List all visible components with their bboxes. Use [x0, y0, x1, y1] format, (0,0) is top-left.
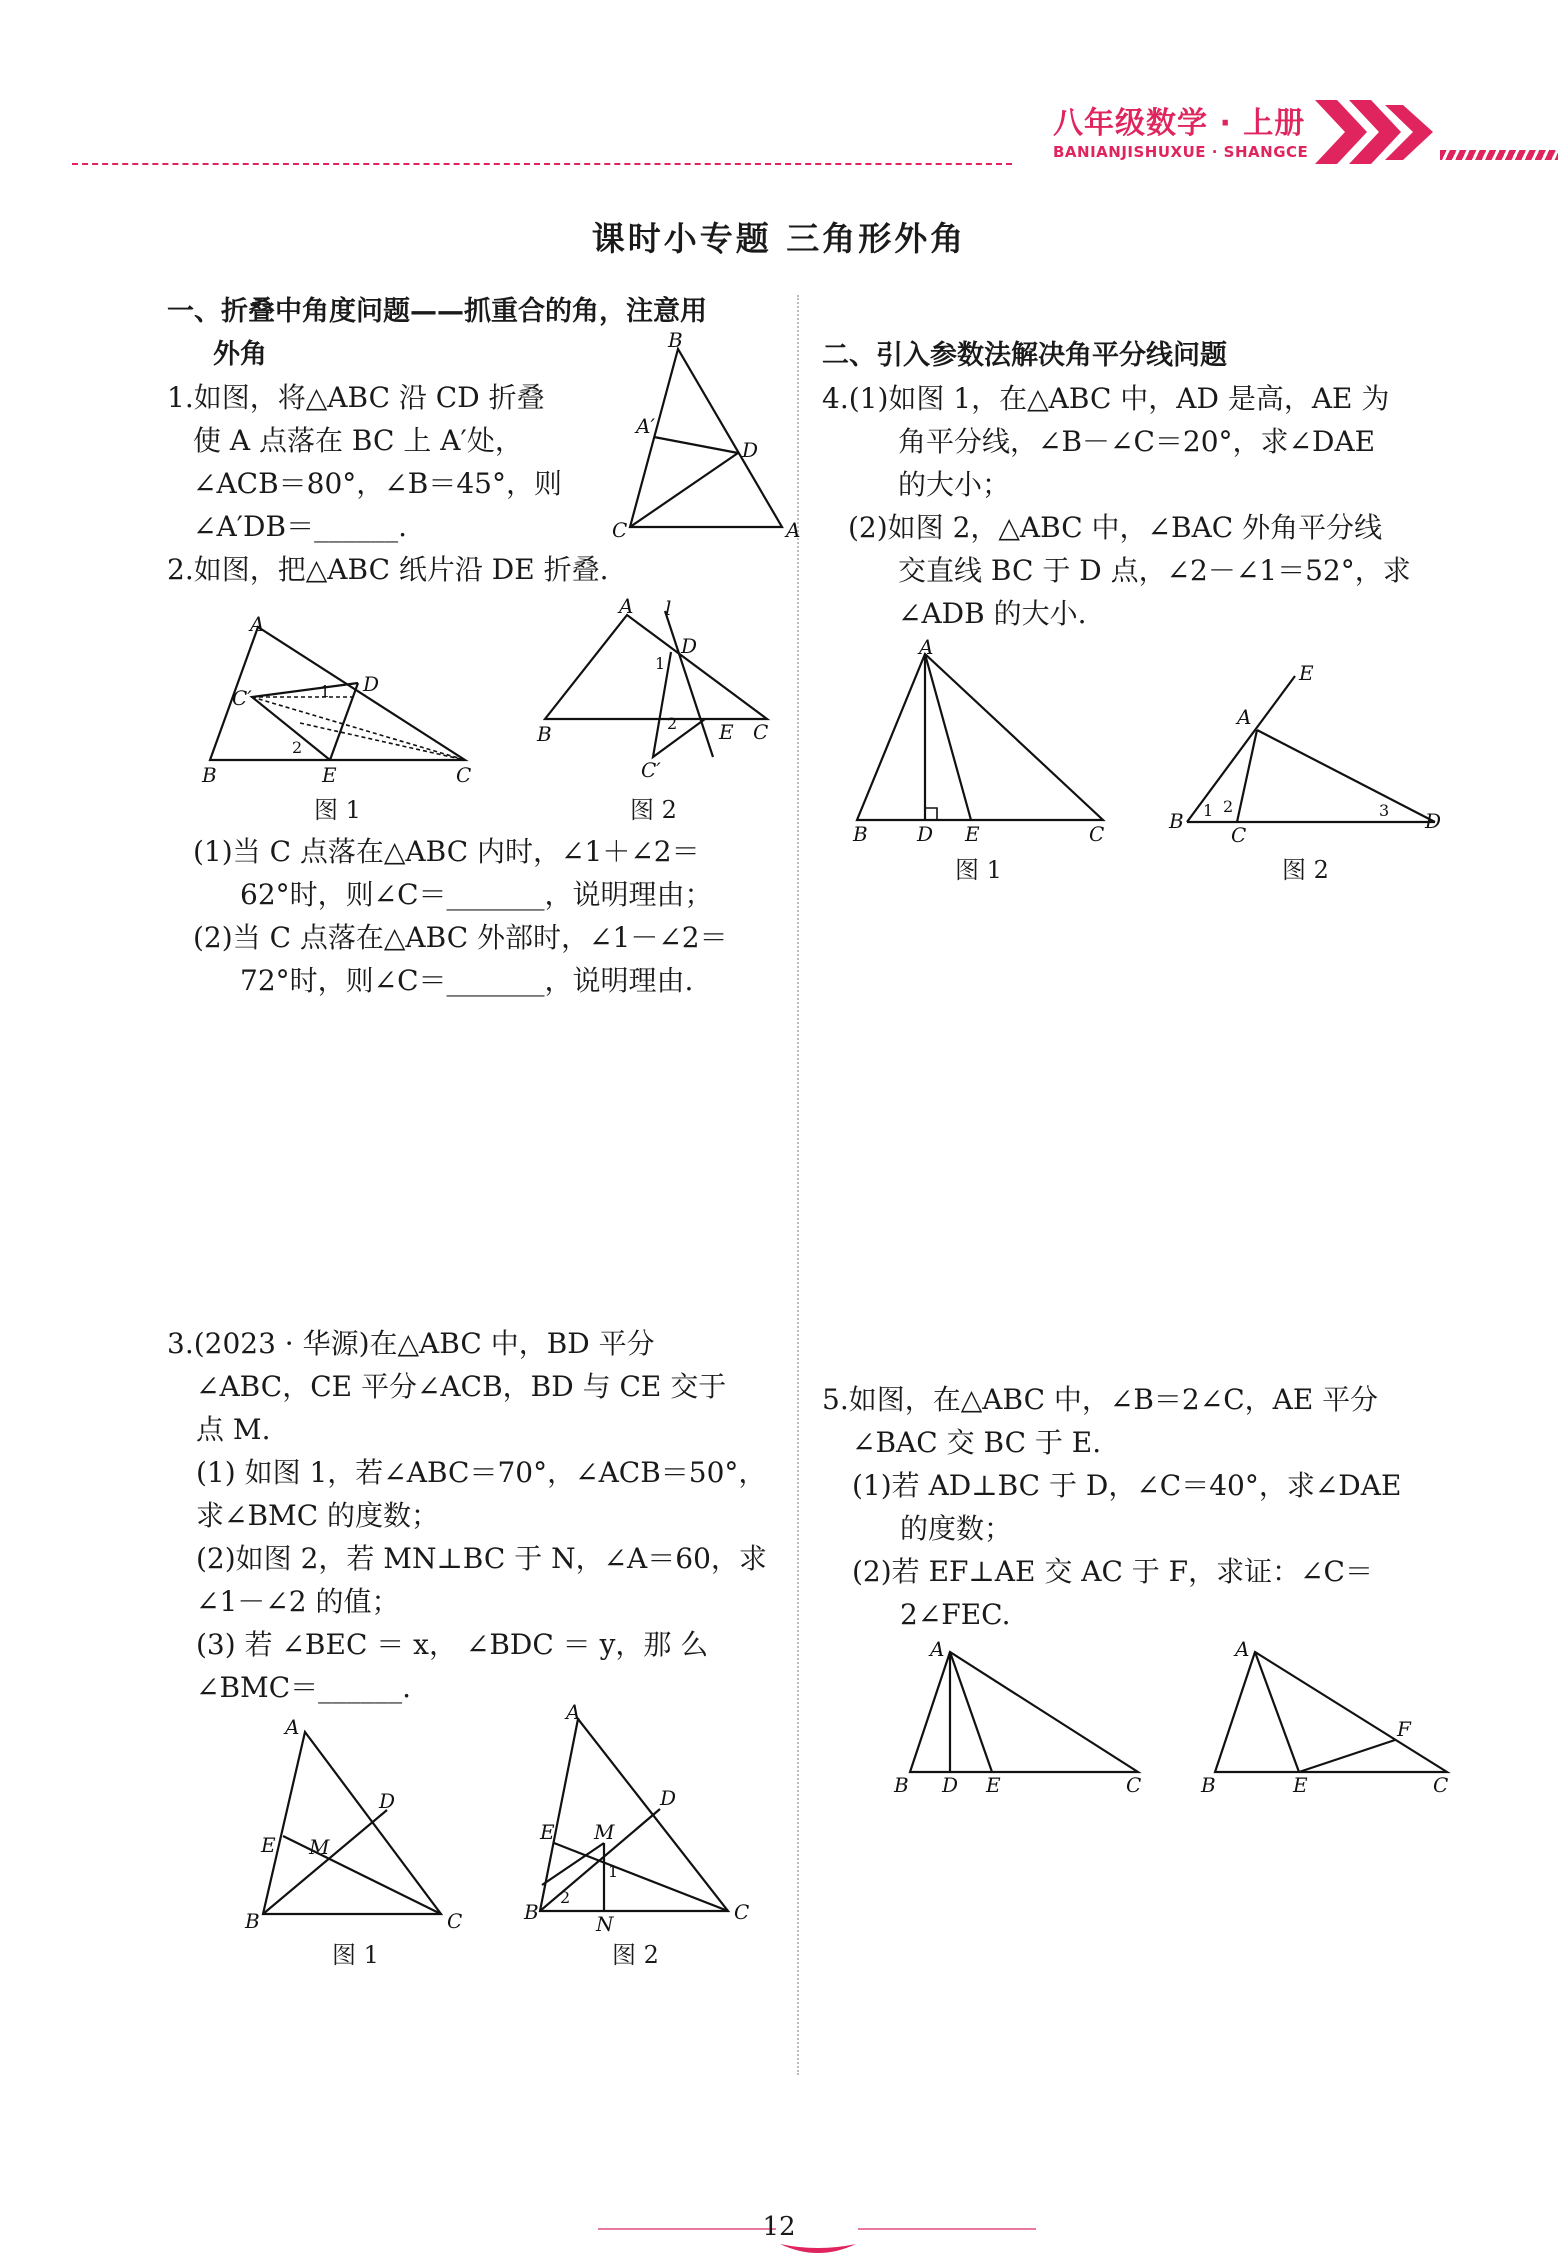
q2-intro: 2.如图，把△ABC 纸片沿 DE 折叠.	[167, 553, 609, 586]
label-E: E	[540, 1820, 555, 1844]
q3-line5: 求∠BMC 的度数；	[196, 1499, 440, 1532]
section1-heading-cont: 外角	[213, 339, 267, 370]
q4-fig2-caption: 图 2	[1282, 856, 1329, 884]
q5-line1: 5.如图，在△ABC 中，∠B＝2∠C，AE 平分	[822, 1383, 1379, 1416]
q1-line1: 1.如图，将△ABC 沿 CD 折叠	[167, 381, 545, 414]
label-D: D	[1425, 809, 1442, 833]
label-C: C	[753, 720, 769, 744]
angle-1-label: 1	[655, 654, 666, 673]
q2-fig1-caption: 图 1	[314, 796, 361, 824]
section2-heading: 二、引入参数法解决角平分线问题	[822, 340, 1227, 371]
label-B: B	[202, 763, 217, 787]
label-N: N	[596, 1912, 614, 1936]
q3-line2: ∠ABC，CE 平分∠ACB，BD 与 CE 交于	[196, 1370, 727, 1403]
q2-part1-line1: (1)当 C 点落在△ABC 内时，∠1＋∠2＝	[193, 835, 700, 868]
label-B: B	[524, 1900, 539, 1924]
q3-line9: ∠BMC＝______.	[196, 1671, 412, 1704]
angle-1-label: 1	[1203, 801, 1214, 820]
q4-line6: ∠ADB 的大小.	[898, 597, 1087, 630]
label-C-prime: C′	[232, 686, 252, 710]
book-subtitle: BANIANJISHUXUE · SHANGCE	[1053, 143, 1309, 161]
q1-line2: 使 A 点落在 BC 上 A′处，	[193, 424, 523, 457]
label-A-prime: A′	[636, 414, 655, 438]
label-C: C	[1433, 1773, 1449, 1797]
label-B: B	[853, 822, 868, 846]
header-divider	[72, 163, 1012, 165]
q4-line3: 的大小；	[898, 468, 1011, 501]
label-C: C	[734, 1900, 750, 1924]
q3-line3: 点 M.	[196, 1413, 271, 1446]
q2-part2-line1: (2)当 C 点落在△ABC 外部时，∠1－∠2＝	[193, 921, 728, 954]
label-E: E	[1293, 1773, 1308, 1797]
q5-line5: (2)若 EF⊥AE 交 AC 于 F，求证：∠C＝	[852, 1555, 1373, 1588]
label-E: E	[322, 763, 337, 787]
q3-figure-1	[245, 1715, 480, 1933]
q5-line4: 的度数；	[900, 1512, 1013, 1545]
label-M: M	[309, 1835, 330, 1859]
q4-line4: (2)如图 2，△ABC 中，∠BAC 外角平分线	[848, 511, 1383, 544]
label-D: D	[917, 822, 934, 846]
q5-figure-1	[890, 1637, 1150, 1800]
column-divider	[797, 295, 799, 2075]
angle-1-label: 1	[608, 1862, 619, 1881]
label-l: l	[665, 596, 672, 620]
label-C: C	[1231, 823, 1247, 847]
label-C: C	[456, 763, 472, 787]
label-E: E	[261, 1833, 276, 1857]
label-D: D	[942, 1773, 959, 1797]
label-B: B	[1201, 1773, 1216, 1797]
q3-line8: (3) 若 ∠BEC ＝ x， ∠BDC ＝ y，那 么	[196, 1628, 709, 1661]
q2-figure-1	[200, 612, 490, 790]
q4-line2: 角平分线，∠B－∠C＝20°，求∠DAE	[898, 425, 1376, 458]
label-A: A	[786, 518, 801, 542]
q3-line7: ∠1－∠2 的值；	[196, 1585, 400, 1618]
q2-fig2-caption: 图 2	[630, 796, 677, 824]
q2-part1-line2: 62°时，则∠C＝_______，说明理由；	[240, 878, 713, 911]
q3-fig2-caption: 图 2	[612, 1941, 659, 1969]
label-D: D	[363, 672, 380, 696]
label-A: A	[1235, 1637, 1250, 1661]
q4-figure-2	[1165, 660, 1455, 845]
section1-heading: 一、折叠中角度问题——抓重合的角，注意用	[167, 296, 707, 327]
book-title: 八年级数学 · 上册	[1053, 106, 1306, 141]
label-E: E	[719, 720, 734, 744]
q1-figure	[600, 328, 801, 550]
header-stripe	[1440, 150, 1558, 160]
q5-line2: ∠BAC 交 BC 于 E.	[852, 1426, 1102, 1459]
label-D: D	[379, 1789, 396, 1813]
q1-line4: ∠A′DB＝______.	[193, 510, 407, 543]
q5-line3: (1)若 AD⊥BC 于 D，∠C＝40°，求∠DAE	[852, 1469, 1402, 1502]
label-B: B	[245, 1909, 260, 1933]
label-C: C	[447, 1909, 463, 1933]
label-B: B	[894, 1773, 909, 1797]
label-E: E	[1299, 661, 1314, 685]
angle-3-label: 3	[1379, 801, 1390, 820]
label-A: A	[919, 635, 934, 659]
label-A: A	[566, 1700, 581, 1724]
label-A: A	[930, 1637, 945, 1661]
label-D: D	[660, 1786, 677, 1810]
header-chevron-icon	[1315, 100, 1445, 165]
q2-part2-line2: 72°时，则∠C＝_______，说明理由.	[240, 964, 694, 997]
label-E: E	[986, 1773, 1001, 1797]
angle-1-label: 1	[320, 682, 331, 701]
footer-ornament-icon	[778, 2240, 858, 2258]
q4-figure-1	[845, 635, 1115, 846]
label-F: F	[1397, 1717, 1411, 1741]
label-C: C	[612, 518, 628, 542]
q3-fig1-caption: 图 1	[332, 1941, 379, 1969]
q1-line3: ∠ACB＝80°，∠B＝45°，则	[193, 467, 562, 500]
label-A: A	[1237, 705, 1252, 729]
q4-fig1-caption: 图 1	[955, 856, 1002, 884]
label-B: B	[537, 722, 552, 746]
label-E: E	[965, 822, 980, 846]
q5-line6: 2∠FEC.	[900, 1598, 1011, 1631]
label-B: B	[668, 328, 683, 352]
label-A: A	[250, 612, 265, 636]
label-B: B	[1169, 809, 1184, 833]
label-A: A	[285, 1715, 300, 1739]
angle-2-label: 2	[1223, 797, 1234, 816]
q4-line1: 4.(1)如图 1，在△ABC 中，AD 是高，AE 为	[822, 382, 1390, 415]
angle-2-label: 2	[292, 738, 303, 757]
q3-line1: 3.(2023 · 华源)在△ABC 中，BD 平分	[167, 1327, 655, 1360]
q4-line5: 交直线 BC 于 D 点，∠2－∠1＝52°，求	[898, 554, 1411, 587]
q3-line4: (1) 如图 1，若∠ABC＝70°，∠ACB＝50°，	[196, 1456, 767, 1489]
label-D: D	[742, 438, 759, 462]
label-M: M	[594, 1820, 615, 1844]
label-D: D	[681, 634, 698, 658]
label-C: C	[1089, 822, 1105, 846]
q2-figure-2	[535, 594, 785, 792]
q5-figure-2	[1195, 1637, 1455, 1800]
page-title: 课时小专题 三角形外角	[591, 219, 967, 258]
label-C-prime: C′	[641, 758, 661, 782]
label-C: C	[1126, 1773, 1142, 1797]
q3-line6: (2)如图 2，若 MN⊥BC 于 N，∠A＝60，求	[196, 1542, 767, 1575]
page-number: 12	[762, 2212, 796, 2242]
angle-2-label: 2	[667, 714, 678, 733]
q3-figure-2	[520, 1700, 755, 1936]
label-A: A	[619, 594, 634, 618]
angle-2-label: 2	[560, 1888, 571, 1907]
